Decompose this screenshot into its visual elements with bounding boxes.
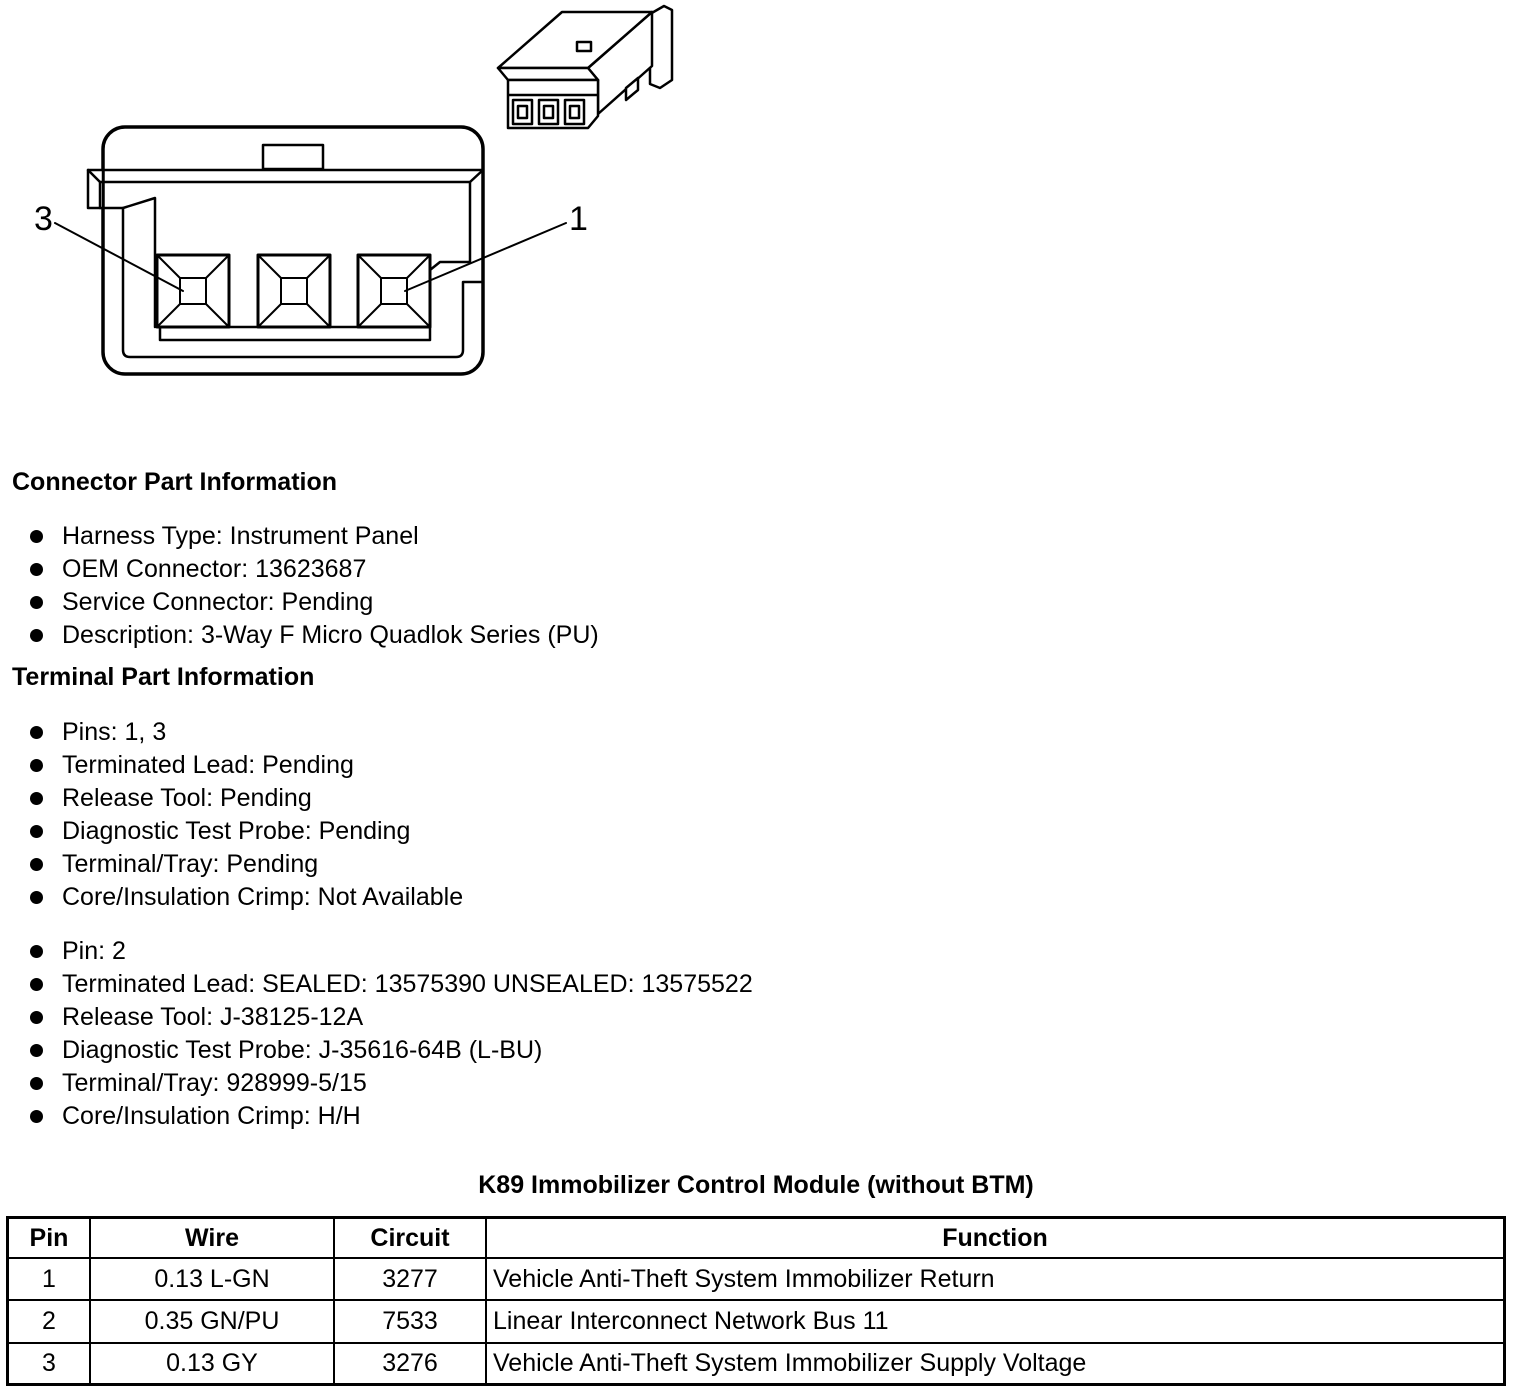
list-item [0, 782, 463, 815]
list-item-text: Harness Type: Instrument Panel [62, 522, 419, 550]
list-item-text: Release Tool: J-38125-12A [62, 1003, 364, 1031]
list-item [0, 716, 463, 749]
connector-face [55, 127, 566, 374]
pin-label-3: 3 [34, 200, 53, 238]
bullet-icon [30, 825, 43, 838]
table-caption: K89 Immobilizer Control Module (without BTM) [478, 1171, 1034, 1199]
terminal-cavity-2 [258, 255, 330, 327]
cell-function: Vehicle Anti-Theft System Immobilizer Supply Voltage [487, 1344, 1503, 1383]
bullet-icon [30, 629, 43, 642]
connector-diagram [0, 0, 700, 420]
list-item-text: Terminal/Tray: Pending [62, 850, 319, 878]
bullet-icon [30, 1110, 43, 1123]
terminal-cavity-1 [358, 255, 430, 327]
list-item [0, 1034, 753, 1067]
bullet-icon [30, 858, 43, 871]
isometric-cavity-inner [570, 106, 579, 118]
list-item-text: Diagnostic Test Probe: Pending [62, 817, 411, 845]
list-item-text: Description: 3-Way F Micro Quadlok Series (PU) [62, 621, 599, 649]
pin-label-1: 1 [569, 200, 588, 238]
cell-circuit: 3277 [335, 1259, 485, 1299]
list-item [0, 935, 753, 968]
bullet-icon [30, 792, 43, 805]
terminal-part-info-list-pins-1-3 [0, 716, 463, 914]
cell-pin: 2 [9, 1301, 89, 1342]
terminal-part-info-list-pin-2 [0, 935, 753, 1133]
column-header-wire: Wire [91, 1219, 333, 1257]
connector-top-nub [577, 42, 591, 51]
list-item [0, 815, 463, 848]
list-item-text: OEM Connector: 13623687 [62, 555, 367, 583]
isometric-terminal-cavities [513, 100, 584, 124]
list-item [0, 848, 463, 881]
column-header-function: Function [487, 1219, 1503, 1257]
lock-tab [263, 145, 323, 169]
list-item [0, 1100, 753, 1133]
bullet-icon [30, 596, 43, 609]
connector-isometric-view [498, 6, 672, 128]
cell-pin: 3 [9, 1344, 89, 1383]
bullet-icon [30, 945, 43, 958]
list-item [0, 881, 463, 914]
terminal-cavity-3 [157, 255, 229, 327]
list-item-text: Terminated Lead: Pending [62, 751, 354, 779]
bullet-icon [30, 1044, 43, 1057]
bullet-icon [30, 891, 43, 904]
column-header-pin: Pin [9, 1219, 89, 1257]
bullet-icon [30, 563, 43, 576]
bullet-icon [30, 978, 43, 991]
list-item-text: Service Connector: Pending [62, 588, 374, 616]
cell-function: Vehicle Anti-Theft System Immobilizer Return [487, 1259, 1503, 1299]
cell-circuit: 3276 [335, 1344, 485, 1383]
terminal-part-info-heading: Terminal Part Information [12, 663, 315, 691]
bullet-icon [30, 1077, 43, 1090]
list-item-text: Terminated Lead: SEALED: 13575390 UNSEALED: 13575522 [62, 970, 753, 998]
list-item-text: Core/Insulation Crimp: H/H [62, 1102, 361, 1130]
connector-part-info-list [0, 520, 599, 652]
connector-part-info-heading: Connector Part Information [12, 468, 338, 496]
pinout-table [6, 1216, 1506, 1386]
cell-pin: 1 [9, 1259, 89, 1299]
bullet-icon [30, 1011, 43, 1024]
cell-wire: 0.13 GY [91, 1344, 333, 1383]
list-item [0, 520, 599, 553]
list-item-text: Terminal/Tray: 928999-5/15 [62, 1069, 367, 1097]
cell-wire: 0.35 GN/PU [91, 1301, 333, 1342]
list-item [0, 619, 599, 652]
cell-function: Linear Interconnect Network Bus 11 [487, 1301, 1503, 1342]
bullet-icon [30, 530, 43, 543]
list-item [0, 586, 599, 619]
isometric-cavity-inner [518, 106, 527, 118]
list-item [0, 749, 463, 782]
list-item-text: Core/Insulation Crimp: Not Available [62, 883, 464, 911]
column-header-circuit: Circuit [335, 1219, 485, 1257]
list-item-text: Pin: 2 [62, 937, 126, 965]
connector-rear-flange [650, 6, 672, 88]
list-item-text: Pins: 1, 3 [62, 718, 167, 746]
list-item [0, 1001, 753, 1034]
list-item-text: Diagnostic Test Probe: J-35616-64B (L-BU) [62, 1036, 543, 1064]
bullet-icon [30, 726, 43, 739]
cell-circuit: 7533 [335, 1301, 485, 1342]
list-item [0, 968, 753, 1001]
connector-front-lip [498, 68, 598, 80]
list-item-text: Release Tool: Pending [62, 784, 312, 812]
list-item [0, 553, 599, 586]
list-item [0, 1067, 753, 1100]
isometric-cavity-inner [544, 106, 553, 118]
bullet-icon [30, 759, 43, 772]
cell-wire: 0.13 L-GN [91, 1259, 333, 1299]
